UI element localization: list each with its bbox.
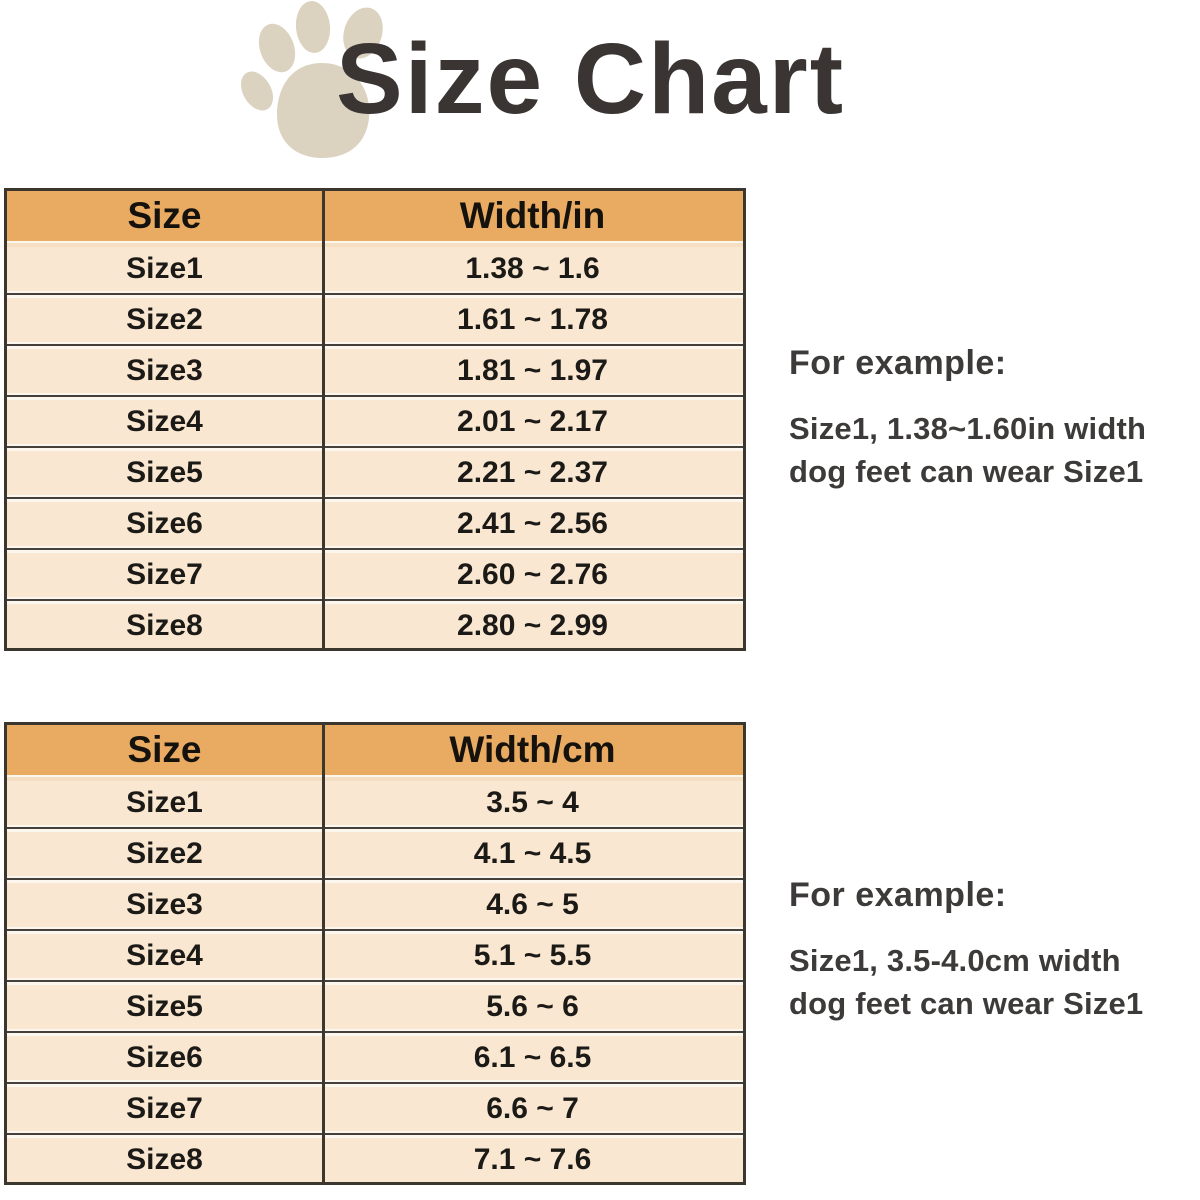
- table-header-row: [7, 725, 743, 775]
- row-separator: [7, 825, 743, 832]
- width-cell: 7.1 ~ 7.6: [473, 1143, 592, 1176]
- size-cell: Size1: [126, 786, 203, 819]
- example-heading: For example:: [789, 344, 1007, 382]
- table-row: [7, 1138, 743, 1182]
- table-row: [7, 247, 743, 291]
- row-separator: [7, 342, 743, 349]
- table-row: [7, 502, 743, 546]
- width-cell: 2.21 ~ 2.37: [457, 456, 608, 489]
- width-cell: 1.38 ~ 1.6: [465, 252, 600, 285]
- row-separator: [7, 393, 743, 400]
- table-row: [7, 883, 743, 927]
- width-cell: 5.6 ~ 6: [486, 990, 579, 1023]
- column-divider: [322, 191, 325, 648]
- example-line: Size1, 3.5-4.0cm width: [789, 943, 1121, 978]
- width-cell: 2.01 ~ 2.17: [457, 405, 608, 438]
- example-heading: For example:: [789, 876, 1007, 914]
- size-table-centimeters: [4, 722, 746, 1185]
- row-separator: [7, 1080, 743, 1087]
- row-separator: [7, 444, 743, 451]
- table-row: [7, 400, 743, 444]
- example-line: dog feet can wear Size1: [789, 986, 1144, 1021]
- row-separator: [7, 1131, 743, 1138]
- page-title: Size Chart: [336, 23, 846, 135]
- table-row: [7, 604, 743, 648]
- size-cell: Size2: [126, 303, 203, 336]
- width-cell: 2.60 ~ 2.76: [457, 558, 608, 591]
- size-cell: Size6: [126, 507, 203, 540]
- size-cell: Size6: [126, 1041, 203, 1074]
- example-line: dog feet can wear Size1: [789, 454, 1144, 489]
- table-row: [7, 553, 743, 597]
- col-header-size: Size: [127, 195, 202, 236]
- example-line: Size1, 1.38~1.60in width: [789, 411, 1147, 446]
- row-separator: [7, 546, 743, 553]
- example-centimeters: [789, 876, 1200, 1025]
- size-cell: Size4: [126, 939, 203, 972]
- width-cell: 4.1 ~ 4.5: [473, 837, 592, 870]
- table-row: [7, 934, 743, 978]
- width-cell: 2.41 ~ 2.56: [457, 507, 608, 540]
- table-row: [7, 985, 743, 1029]
- table-row: [7, 781, 743, 825]
- size-cell: Size7: [126, 558, 203, 591]
- table-header-row: [7, 191, 743, 241]
- row-separator: [7, 597, 743, 604]
- size-cell: Size5: [126, 456, 203, 489]
- width-cell: 3.5 ~ 4: [486, 786, 579, 819]
- row-separator: [7, 978, 743, 985]
- table-row: [7, 298, 743, 342]
- col-header-width-cm: Width/cm: [449, 729, 616, 770]
- size-cell: Size8: [126, 1143, 203, 1176]
- table-row: [7, 832, 743, 876]
- column-divider: [322, 725, 325, 1182]
- width-cell: 6.6 ~ 7: [486, 1092, 579, 1125]
- width-cell: 5.1 ~ 5.5: [473, 939, 592, 972]
- size-cell: Size3: [126, 354, 203, 387]
- row-separator: [7, 291, 743, 298]
- size-cell: Size7: [126, 1092, 203, 1125]
- row-separator: [7, 1029, 743, 1036]
- size-cell: Size2: [126, 837, 203, 870]
- row-separator: [7, 495, 743, 502]
- size-cell: Size5: [126, 990, 203, 1023]
- table-row: [7, 1036, 743, 1080]
- width-cell: 2.80 ~ 2.99: [457, 609, 608, 642]
- width-cell: 6.1 ~ 6.5: [473, 1041, 592, 1074]
- size-table-inches: [4, 188, 746, 651]
- table-row: [7, 451, 743, 495]
- size-cell: Size1: [126, 252, 203, 285]
- col-header-width-in: Width/in: [459, 195, 606, 236]
- table-row: [7, 349, 743, 393]
- width-cell: 1.81 ~ 1.97: [457, 354, 608, 387]
- size-cell: Size8: [126, 609, 203, 642]
- width-cell: 4.6 ~ 5: [486, 888, 579, 921]
- table-row: [7, 1087, 743, 1131]
- width-cell: 1.61 ~ 1.78: [457, 303, 608, 336]
- col-header-size: Size: [127, 729, 202, 770]
- row-separator: [7, 876, 743, 883]
- size-cell: Size4: [126, 405, 203, 438]
- size-cell: Size3: [126, 888, 203, 921]
- row-separator: [7, 927, 743, 934]
- example-inches: [789, 344, 1200, 493]
